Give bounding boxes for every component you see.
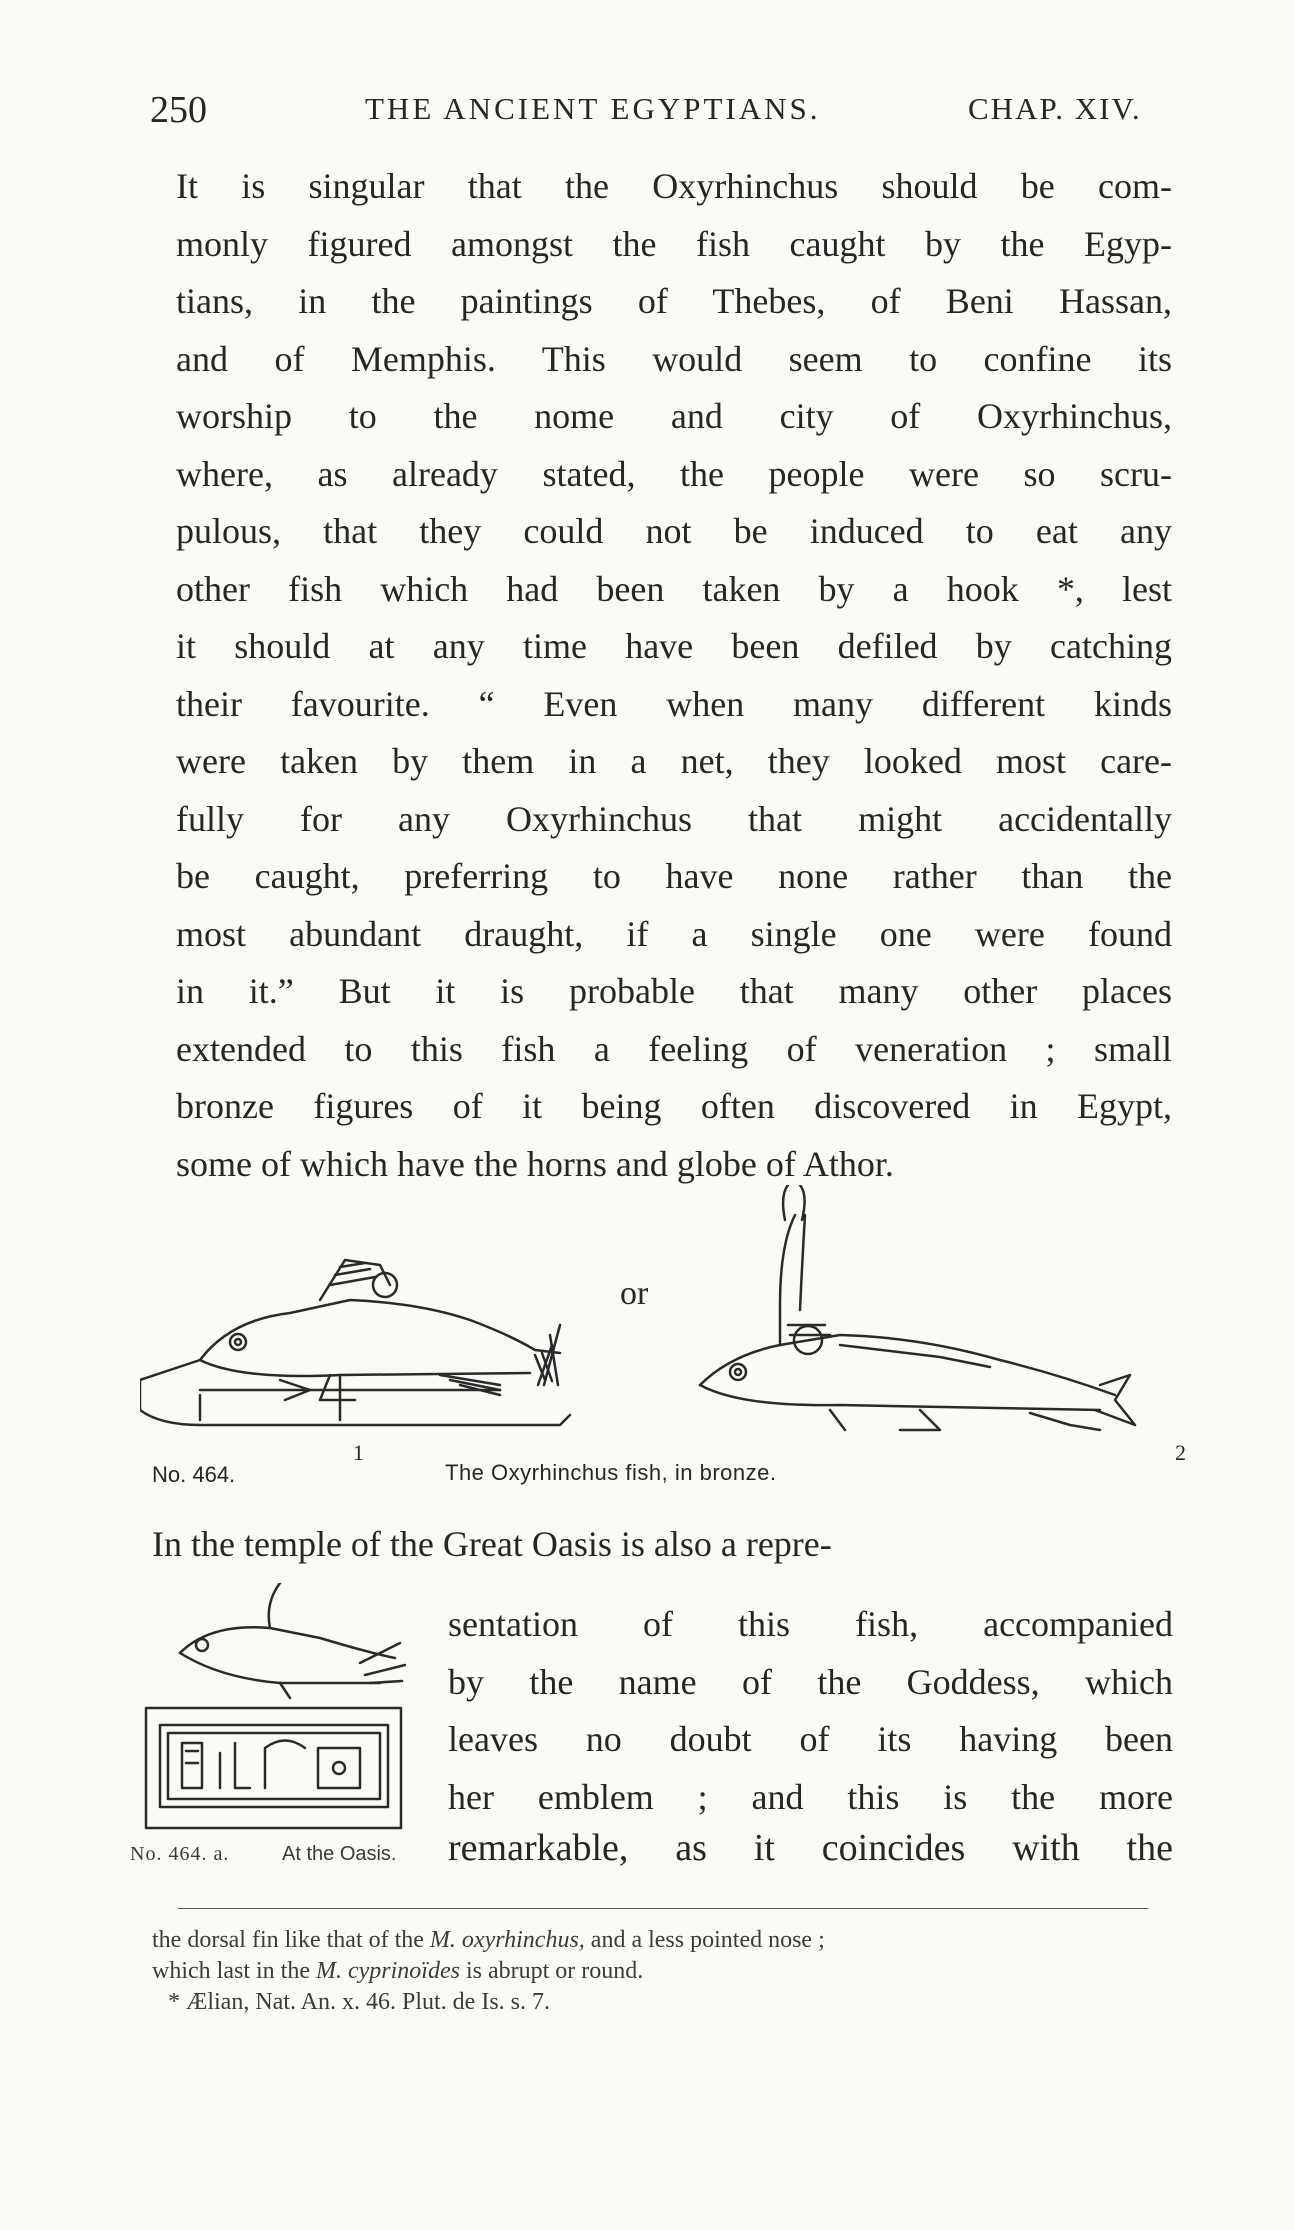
text-line: monly figured amongst the fish caught by the Egyp- [176,223,1172,264]
text-line: and of Memphis. This would seem to confine its [176,338,1172,379]
fish-figure-1 [140,1260,570,1425]
oasis-fish-illustration [140,1583,410,1833]
footnote-text: and a less pointed nose ; [584,1927,825,1953]
paragraph-oasis-first-line: In the temple of the Great Oasis is also a repre- [152,1524,832,1564]
text-line: other fish which had been taken by a hook *, lest [176,568,1172,609]
chapter-label: CHAP. XIV. [968,91,1142,126]
figure-or-label: or [620,1275,649,1312]
footnote-text: the dorsal fin like that of the [152,1927,430,1953]
figure-caption: The Oxyrhinchus fish, in bronze. [445,1460,777,1485]
figure-number: No. 464. [152,1462,236,1487]
text-line: most abundant draught, if a single one were found [176,913,1172,954]
text-line: by the name of the Goddess, which [448,1661,1173,1702]
figure-2-number: No. 464. a. [130,1843,230,1865]
footnote-text: which last in the [152,1958,316,1984]
footnote-text: is abrupt or round. [459,1958,644,1984]
footnotes [152,1925,1172,2018]
paragraph-oasis-last-line: remarkable, as it coincides with the [448,1827,1173,1869]
text-line: sentation of this fish, accompanied [448,1604,1173,1644]
fish-figure-2 [700,1185,1135,1430]
text-line: pulous, that they could not be induced to eat any [176,511,1172,551]
text-line: fully for any Oxyrhinchus that might accidentally [176,798,1172,839]
footnote-line [152,1956,1172,1987]
figure-bronze-fish [140,1185,1186,1465]
figure-label-2: 2 [1175,1440,1186,1465]
paragraph-oasis-wrapped [448,1596,1173,1826]
text-line: bronze figures of it being often discovered in Egypt, [176,1086,1172,1126]
text-line: it should at any time have been defiled by catching [176,626,1172,666]
text-line: worship to the nome and city of Oxyrhinchus, [176,396,1172,436]
text-line: tians, in the paintings of Thebes, of Beni Hassan, [176,281,1172,321]
page-number: 250 [150,89,207,131]
text-line: extended to this fish a feeling of veneration ; small [176,1028,1172,1069]
figure-oasis-fish [140,1583,410,1833]
paragraph-oxyrhinchus [152,158,1172,1193]
text-line: were taken by them in a net, they looked most care- [176,741,1172,781]
running-title: THE ANCIENT EGYPTIANS. [365,91,821,126]
bronze-fish-illustration [140,1185,1180,1435]
footnote-line [152,1925,1172,1956]
species-name: M. oxyrhinchus, [429,1927,585,1953]
figure-label-1: 1 [353,1440,364,1465]
species-name: M. cyprinoïdes [315,1958,460,1984]
text-line: their favourite. “ Even when many different kinds [176,683,1172,724]
text-line: It is singular that the Oxyrhinchus should be com- [176,166,1172,206]
page-header [0,88,1294,138]
text-line: her emblem ; and this is the more [448,1776,1173,1817]
text-line: be caught, preferring to have none rather than the [176,856,1172,896]
footnote-divider [178,1908,1148,1909]
footnote-reference: * Ælian, Nat. An. x. 46. Plut. de Is. s. 7. [168,1989,550,2015]
text-line: in it.” But it is probable that many other places [176,971,1172,1011]
text-line: some of which have the horns and globe of Athor. [176,1143,894,1184]
text-line: where, as already stated, the people were so scru- [176,453,1172,494]
figure-2-location: At the Oasis. [282,1843,397,1865]
text-line: leaves no doubt of its having been [448,1719,1173,1759]
